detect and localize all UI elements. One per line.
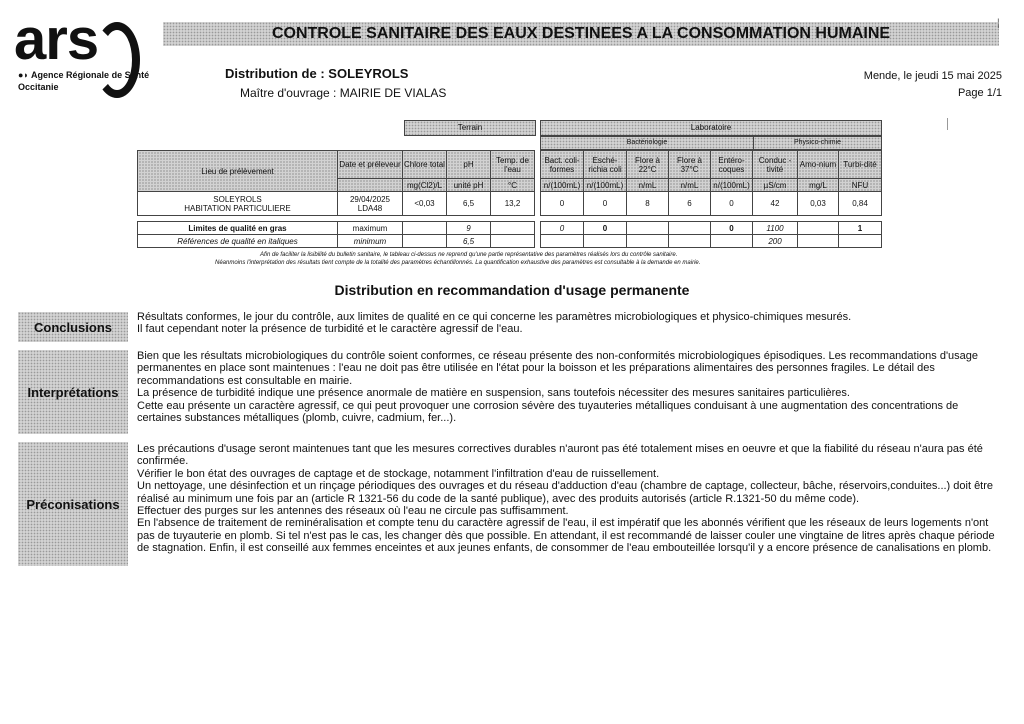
ref-value [403, 235, 447, 248]
limit-value: 1 [839, 222, 882, 235]
sample-lieu-type: HABITATION PARTICULIERE [184, 203, 291, 213]
conclusions-text [137, 311, 997, 336]
header-coliformes: Bact. coli-formes [541, 151, 584, 179]
header-ph: pH [447, 151, 491, 179]
sample-value: 8 [627, 192, 669, 216]
conclusions-label-box [18, 312, 128, 342]
header-chlore: Chlore total [403, 151, 447, 179]
unit-conductivite: µS/cm [753, 179, 798, 192]
sample-value: 0 [541, 192, 584, 216]
preconisations-line: En l'absence de traitement de reminéralisation et compte tenu du caractère agressif de l'eau, il est impératif que les abonnés vérifient que les réseaux de leurs logements n'ont pas de tuyauterie en plomb. Si tel n'est pas le cas, les changer dès que possible. En attendant, il est recommandé de laisser couler une vingtaine de litres après chaque période de stagnation. Enfin, il est conseillé aux femmes enceintes et aux jeunes enfants, de consommer de l'eau embouteillée lorsqu'il y a encore présence de canalisations en plomb. [137, 517, 995, 555]
ref-value: 200 [753, 235, 798, 248]
results-table [137, 150, 882, 248]
interpretations-line: La présence de turbidité indique une présence anormale de matière en suspension, sans toutefois nécessiter des mesures sanitaires particulières. [137, 387, 850, 400]
unit-empty [338, 179, 403, 192]
section-title: Distribution en recommandation d'usage permanente [334, 282, 690, 298]
conclusions-line: Il faut cependant noter la présence de turbidité et le caractère agressif de l'eau. [137, 323, 523, 336]
ref-value [669, 235, 711, 248]
sample-value: 0 [584, 192, 627, 216]
preconisations-line: Les précautions d'usage seront maintenues tant que les mesures correctives durables n'auront pas été totalement mises en oeuvre et que la fiabilité du réseau n'aura pas été confirmée. [137, 443, 983, 468]
bacterio-label: Bactériologie [626, 139, 668, 146]
interpretations-label: Interprétations [27, 384, 119, 400]
footnote-1: Afin de faciliter la lisibilité du bulletin sanitaire, le tableau ci-dessus ne reprend qu'une partie représentative des paramètres réalisés lors du contrôle sanitaire. [260, 252, 678, 258]
header-lieu: Lieu de prélèvement [138, 151, 338, 192]
ref-value [711, 235, 753, 248]
owner-label: Maître d'ouvrage : [240, 86, 337, 100]
sample-date [338, 192, 403, 216]
sample-value: 13,2 [491, 192, 535, 216]
ref-value [627, 235, 669, 248]
date-line: Mende, le jeudi 15 mai 2025 [863, 70, 1002, 82]
sample-value: 0,03 [798, 192, 839, 216]
footnote-2: Néanmoins l'interprétation des résultats tient compte de la totalité des paramètres échantillonnés. La quantification exhaustive des paramètres est consultable à la demande en mairie. [215, 260, 701, 266]
limit-value: 9 [447, 222, 491, 235]
sample-preleveur: LDA48 [357, 203, 383, 213]
limit-value: 0 [584, 222, 627, 235]
unit-temp: °C [491, 179, 535, 192]
sample-row [138, 192, 882, 216]
interpretations-line: Cette eau présente un caractère agressif, ce qui peut provoquer une corrosion sévère des tuyauteries métalliques conduisant à une augmentation des concentrations de certaines substances métalliques (plomb, cuivre, cadmium, fer...). [137, 399, 959, 425]
limits-type: maximum [338, 222, 403, 235]
preconisations-line: Vérifier le bon état des ouvrages de captage et de stockage, notamment l'infiltration d'eau de ruissellement. [137, 467, 660, 480]
unit-turbidite: NFU [839, 179, 882, 192]
sample-date-value: 29/04/2025 [349, 194, 391, 204]
preconisations-label: Préconisations [26, 496, 120, 512]
sample-value: <0,03 [403, 192, 447, 216]
unit-enterocoques: n/(100mL) [711, 179, 753, 192]
header-row [138, 151, 882, 179]
limit-value: 1100 [753, 222, 798, 235]
sample-value: 0 [711, 192, 753, 216]
header-ammonium: Amo-nium [798, 151, 839, 179]
sample-value: 0,84 [839, 192, 882, 216]
conclusions-label: Conclusions [33, 319, 112, 335]
limit-value [403, 222, 447, 235]
logo-agency-name [18, 70, 149, 80]
unit-chlore: mg(Cl2)/L [403, 179, 447, 192]
margin-mark: ¦ [997, 18, 1000, 29]
distribution-label: Distribution de : [225, 66, 325, 81]
owner-name: MAIRIE DE VIALAS [339, 86, 447, 100]
limit-value [491, 222, 535, 235]
limit-value [627, 222, 669, 235]
ref-value [584, 235, 627, 248]
refs-type: minimum [338, 235, 403, 248]
unit-coliformes: n/(100mL) [541, 179, 584, 192]
preconisations-text [137, 443, 997, 555]
header-flore22: Flore à 22°C [627, 151, 669, 179]
limit-value [669, 222, 711, 235]
limits-row [138, 222, 882, 235]
header-turbidite: Turbi-dité [839, 151, 882, 179]
logo-ars: ars [14, 7, 99, 72]
refs-row [138, 235, 882, 248]
sample-value: 6 [669, 192, 711, 216]
preconisations-line: Effectuer des purges sur les antennes des réseaux où l'eau ne circule pas suffisamment. [137, 505, 569, 518]
ref-value [798, 235, 839, 248]
interpretations-label-box [18, 350, 128, 434]
sample-lieu [138, 192, 338, 216]
conclusions-line: Résultats conformes, le jour du contrôle, aux limites de qualité en ce qui concerne les paramètres microbiologiques et physico-chimiques mesurés. [137, 311, 852, 323]
laboratoire-label: Laboratoire [690, 123, 732, 132]
header-enterocoques: Entéro-coques [711, 151, 753, 179]
sample-lieu-name: SOLEYROLS [213, 194, 262, 204]
distribution-name: SOLEYROLS [328, 66, 409, 81]
logo-region: Occitanie [18, 82, 59, 92]
logo-arc-icon [94, 22, 140, 98]
terrain-label: Terrain [457, 123, 483, 132]
header-temp: Temp. de l'eau [491, 151, 535, 179]
preconisations-label-box [18, 442, 128, 566]
distribution-title [225, 66, 408, 81]
header-date: Date et préleveur [338, 151, 403, 179]
ref-value [491, 235, 535, 248]
sample-value: 6,5 [447, 192, 491, 216]
header-conductivite: Conduc -tivité [753, 151, 798, 179]
interpretations-text [137, 350, 997, 424]
limit-value: 0 [711, 222, 753, 235]
sample-value: 42 [753, 192, 798, 216]
header-ecoli: Esché-richia coli [584, 151, 627, 179]
interpretations-line: Bien que les résultats microbiologiques du contrôle soient conformes, ce réseau présente des non-conformités microbiologiques épisodiques. Les recommandations d'usage permanentes en place sont maintenues : l'eau ne doit pas être utilisée en l'état pour la boisson et les préparations alimentaires des personnes fragiles. Le détail des recommandations est consultable en mairie. [137, 350, 979, 387]
physico-label: Physico-chimie [793, 139, 842, 146]
ref-value [839, 235, 882, 248]
margin-line [947, 118, 948, 130]
limit-value: 0 [541, 222, 584, 235]
laboratoire-group-header [540, 120, 882, 136]
banner-title: CONTROLE SANITAIRE DES EAUX DESTINEES A LA CONSOMMATION HUMAINE [271, 25, 891, 42]
unit-flore22: n/mL [627, 179, 669, 192]
unit-flore37: n/mL [669, 179, 711, 192]
logo-dots-icon: ●◗ [18, 70, 32, 80]
terrain-group-header [404, 120, 536, 136]
refs-label: Références de qualité en italiques [138, 235, 338, 248]
header-flore37: Flore à 37°C [669, 151, 711, 179]
limit-value [798, 222, 839, 235]
ref-value [541, 235, 584, 248]
physico-subheader [753, 136, 882, 150]
bacterio-subheader [540, 136, 754, 150]
unit-ecoli: n/(100mL) [584, 179, 627, 192]
logo-agency-text: Agence Régionale de Santé [31, 70, 150, 80]
unit-ammonium: mg/L [798, 179, 839, 192]
preconisations-line: Un nettoyage, une désinfection et un rinçage périodiques des ouvrages et du réseau d'adduction d'eau (chambre de captage, collecteur, bâche, réservoirs,conduites...) doit être réalisé au minimum une fois par an (article R 1321-56 du code de la santé publique), avec des produits autorisés (article R.1321-50 du même code). [137, 480, 994, 505]
ref-value: 6,5 [447, 235, 491, 248]
owner-line [240, 86, 446, 100]
unit-ph: unité pH [447, 179, 491, 192]
page-number: Page 1/1 [957, 87, 1002, 99]
limits-label: Limites de qualité en gras [138, 222, 338, 235]
